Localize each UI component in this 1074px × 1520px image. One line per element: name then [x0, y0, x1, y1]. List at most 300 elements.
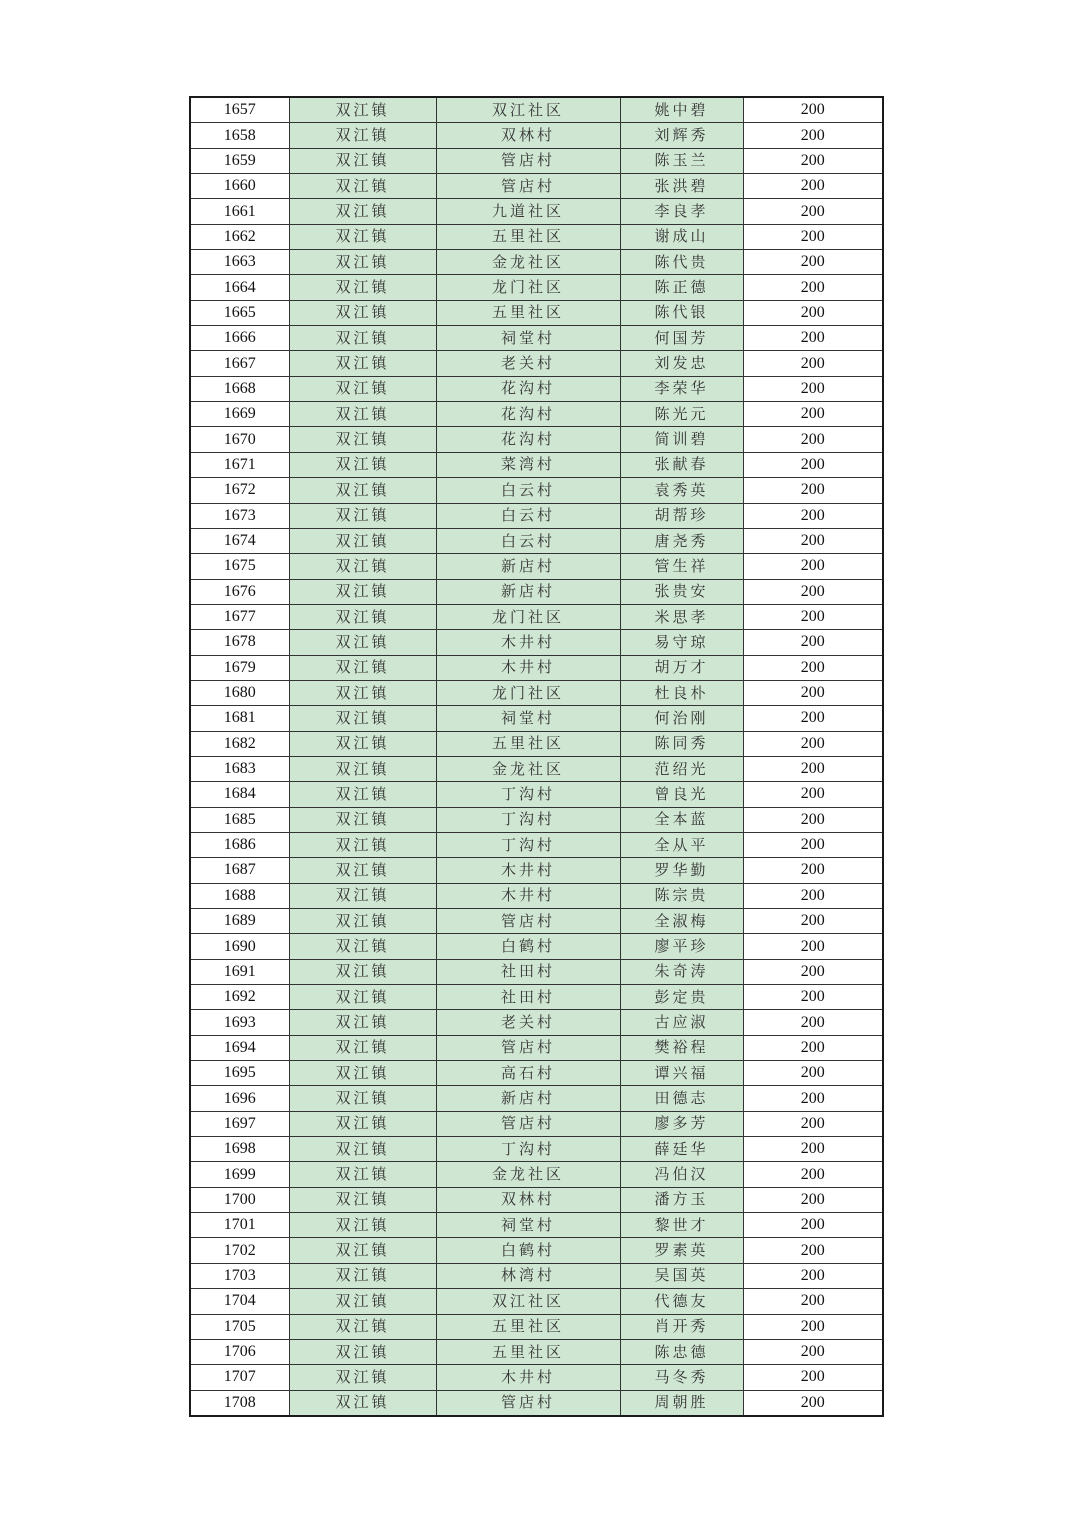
person-name-cell: 米思孝: [620, 604, 743, 629]
row-number-cell: 1681: [190, 706, 289, 731]
row-number-cell: 1675: [190, 554, 289, 579]
town-cell: 双江镇: [289, 250, 436, 275]
village-cell: 社田村: [436, 985, 620, 1010]
row-number-cell: 1698: [190, 1137, 289, 1162]
town-cell: 双江镇: [289, 1238, 436, 1263]
village-cell: 九道社区: [436, 199, 620, 224]
person-name-cell: 周朝胜: [620, 1390, 743, 1416]
table-row: [190, 1086, 883, 1111]
amount-cell: 200: [743, 1289, 883, 1314]
amount-cell: 200: [743, 503, 883, 528]
town-cell: 双江镇: [289, 731, 436, 756]
village-cell: 金龙社区: [436, 250, 620, 275]
town-cell: 双江镇: [289, 326, 436, 351]
person-name-cell: 陈宗贵: [620, 883, 743, 908]
table-row: [190, 680, 883, 705]
row-number-cell: 1672: [190, 478, 289, 503]
village-cell: 白云村: [436, 503, 620, 528]
table-row: [190, 1213, 883, 1238]
row-number-cell: 1660: [190, 174, 289, 199]
town-cell: 双江镇: [289, 1314, 436, 1339]
town-cell: 双江镇: [289, 1010, 436, 1035]
table-row: [190, 782, 883, 807]
table-row: [190, 478, 883, 503]
table-body: [190, 97, 883, 1416]
village-cell: 管店村: [436, 174, 620, 199]
town-cell: 双江镇: [289, 909, 436, 934]
row-number-cell: 1686: [190, 832, 289, 857]
village-cell: 木井村: [436, 655, 620, 680]
table-row: [190, 224, 883, 249]
table-row: [190, 503, 883, 528]
village-cell: 林湾村: [436, 1263, 620, 1288]
town-cell: 双江镇: [289, 97, 436, 123]
village-cell: 老关村: [436, 1010, 620, 1035]
table-row: [190, 579, 883, 604]
row-number-cell: 1676: [190, 579, 289, 604]
row-number-cell: 1685: [190, 807, 289, 832]
amount-cell: 200: [743, 655, 883, 680]
town-cell: 双江镇: [289, 655, 436, 680]
amount-cell: 200: [743, 1111, 883, 1136]
town-cell: 双江镇: [289, 1035, 436, 1060]
row-number-cell: 1691: [190, 959, 289, 984]
person-name-cell: 古应淑: [620, 1010, 743, 1035]
village-cell: 祠堂村: [436, 326, 620, 351]
town-cell: 双江镇: [289, 402, 436, 427]
person-name-cell: 谢成山: [620, 224, 743, 249]
town-cell: 双江镇: [289, 959, 436, 984]
amount-cell: 200: [743, 174, 883, 199]
village-cell: 新店村: [436, 579, 620, 604]
row-number-cell: 1661: [190, 199, 289, 224]
table-row: [190, 148, 883, 173]
village-cell: 五里社区: [436, 300, 620, 325]
town-cell: 双江镇: [289, 756, 436, 781]
table-row: [190, 1137, 883, 1162]
table-row: [190, 300, 883, 325]
village-cell: 管店村: [436, 148, 620, 173]
village-cell: 五里社区: [436, 1339, 620, 1364]
town-cell: 双江镇: [289, 478, 436, 503]
village-cell: 老关村: [436, 351, 620, 376]
table-row: [190, 832, 883, 857]
amount-cell: 200: [743, 351, 883, 376]
amount-cell: 200: [743, 1010, 883, 1035]
amount-cell: 200: [743, 452, 883, 477]
table-row: [190, 706, 883, 731]
row-number-cell: 1689: [190, 909, 289, 934]
town-cell: 双江镇: [289, 376, 436, 401]
table-row: [190, 1035, 883, 1060]
amount-cell: 200: [743, 934, 883, 959]
person-name-cell: 马冬秀: [620, 1365, 743, 1390]
row-number-cell: 1697: [190, 1111, 289, 1136]
row-number-cell: 1680: [190, 680, 289, 705]
row-number-cell: 1692: [190, 985, 289, 1010]
person-name-cell: 罗华勤: [620, 858, 743, 883]
town-cell: 双江镇: [289, 351, 436, 376]
village-cell: 双江社区: [436, 97, 620, 123]
person-name-cell: 朱奇涛: [620, 959, 743, 984]
table-row: [190, 123, 883, 148]
village-cell: 菜湾村: [436, 452, 620, 477]
town-cell: 双江镇: [289, 452, 436, 477]
person-name-cell: 谭兴福: [620, 1061, 743, 1086]
row-number-cell: 1671: [190, 452, 289, 477]
table-row: [190, 275, 883, 300]
village-cell: 龙门社区: [436, 275, 620, 300]
person-name-cell: 吴国英: [620, 1263, 743, 1288]
row-number-cell: 1674: [190, 528, 289, 553]
amount-cell: 200: [743, 1238, 883, 1263]
person-name-cell: 陈同秀: [620, 731, 743, 756]
table-row: [190, 97, 883, 123]
amount-cell: 200: [743, 1314, 883, 1339]
amount-cell: 200: [743, 1213, 883, 1238]
table-row: [190, 199, 883, 224]
town-cell: 双江镇: [289, 427, 436, 452]
town-cell: 双江镇: [289, 1365, 436, 1390]
row-number-cell: 1679: [190, 655, 289, 680]
village-cell: 木井村: [436, 858, 620, 883]
village-cell: 双林村: [436, 123, 620, 148]
town-cell: 双江镇: [289, 554, 436, 579]
amount-cell: 200: [743, 1365, 883, 1390]
amount-cell: 200: [743, 300, 883, 325]
amount-cell: 200: [743, 756, 883, 781]
table-row: [190, 883, 883, 908]
amount-cell: 200: [743, 883, 883, 908]
village-cell: 双江社区: [436, 1289, 620, 1314]
person-name-cell: 李良孝: [620, 199, 743, 224]
subsidy-table: [189, 96, 884, 1417]
table-row: [190, 1111, 883, 1136]
amount-cell: 200: [743, 1390, 883, 1416]
row-number-cell: 1667: [190, 351, 289, 376]
table-row: [190, 528, 883, 553]
amount-cell: 200: [743, 706, 883, 731]
town-cell: 双江镇: [289, 275, 436, 300]
person-name-cell: 薛廷华: [620, 1137, 743, 1162]
town-cell: 双江镇: [289, 985, 436, 1010]
amount-cell: 200: [743, 1187, 883, 1212]
amount-cell: 200: [743, 579, 883, 604]
person-name-cell: 陈代银: [620, 300, 743, 325]
table-row: [190, 756, 883, 781]
village-cell: 白鹤村: [436, 934, 620, 959]
town-cell: 双江镇: [289, 1390, 436, 1416]
town-cell: 双江镇: [289, 1086, 436, 1111]
person-name-cell: 樊裕程: [620, 1035, 743, 1060]
amount-cell: 200: [743, 782, 883, 807]
person-name-cell: 全淑梅: [620, 909, 743, 934]
town-cell: 双江镇: [289, 148, 436, 173]
row-number-cell: 1670: [190, 427, 289, 452]
village-cell: 白鹤村: [436, 1238, 620, 1263]
amount-cell: 200: [743, 554, 883, 579]
amount-cell: 200: [743, 985, 883, 1010]
village-cell: 祠堂村: [436, 706, 620, 731]
amount-cell: 200: [743, 731, 883, 756]
person-name-cell: 姚中碧: [620, 97, 743, 123]
town-cell: 双江镇: [289, 680, 436, 705]
table-row: [190, 1187, 883, 1212]
town-cell: 双江镇: [289, 1061, 436, 1086]
town-cell: 双江镇: [289, 858, 436, 883]
village-cell: 社田村: [436, 959, 620, 984]
village-cell: 花沟村: [436, 376, 620, 401]
amount-cell: 200: [743, 199, 883, 224]
town-cell: 双江镇: [289, 1187, 436, 1212]
row-number-cell: 1659: [190, 148, 289, 173]
village-cell: 管店村: [436, 1035, 620, 1060]
row-number-cell: 1704: [190, 1289, 289, 1314]
amount-cell: 200: [743, 604, 883, 629]
row-number-cell: 1669: [190, 402, 289, 427]
table-row: [190, 959, 883, 984]
town-cell: 双江镇: [289, 123, 436, 148]
table-row: [190, 934, 883, 959]
row-number-cell: 1702: [190, 1238, 289, 1263]
town-cell: 双江镇: [289, 782, 436, 807]
village-cell: 高石村: [436, 1061, 620, 1086]
person-name-cell: 张洪碧: [620, 174, 743, 199]
village-cell: 龙门社区: [436, 680, 620, 705]
village-cell: 木井村: [436, 1365, 620, 1390]
row-number-cell: 1708: [190, 1390, 289, 1416]
person-name-cell: 彭定贵: [620, 985, 743, 1010]
table-row: [190, 351, 883, 376]
village-cell: 白云村: [436, 528, 620, 553]
table-row: [190, 1162, 883, 1187]
town-cell: 双江镇: [289, 199, 436, 224]
table-row: [190, 807, 883, 832]
row-number-cell: 1678: [190, 630, 289, 655]
row-number-cell: 1687: [190, 858, 289, 883]
town-cell: 双江镇: [289, 604, 436, 629]
village-cell: 白云村: [436, 478, 620, 503]
village-cell: 龙门社区: [436, 604, 620, 629]
village-cell: 丁沟村: [436, 782, 620, 807]
town-cell: 双江镇: [289, 1137, 436, 1162]
village-cell: 丁沟村: [436, 832, 620, 857]
amount-cell: 200: [743, 1086, 883, 1111]
person-name-cell: 冯伯汉: [620, 1162, 743, 1187]
row-number-cell: 1695: [190, 1061, 289, 1086]
town-cell: 双江镇: [289, 807, 436, 832]
table-row: [190, 655, 883, 680]
village-cell: 木井村: [436, 630, 620, 655]
town-cell: 双江镇: [289, 883, 436, 908]
village-cell: 管店村: [436, 1111, 620, 1136]
town-cell: 双江镇: [289, 1289, 436, 1314]
person-name-cell: 易守琼: [620, 630, 743, 655]
table-row: [190, 1390, 883, 1416]
table-row: [190, 250, 883, 275]
person-name-cell: 胡帮珍: [620, 503, 743, 528]
table-row: [190, 1289, 883, 1314]
table-row: [190, 427, 883, 452]
row-number-cell: 1666: [190, 326, 289, 351]
person-name-cell: 全本蓝: [620, 807, 743, 832]
village-cell: 花沟村: [436, 402, 620, 427]
person-name-cell: 何国芳: [620, 326, 743, 351]
table-row: [190, 858, 883, 883]
row-number-cell: 1694: [190, 1035, 289, 1060]
amount-cell: 200: [743, 376, 883, 401]
row-number-cell: 1662: [190, 224, 289, 249]
table-row: [190, 376, 883, 401]
amount-cell: 200: [743, 1263, 883, 1288]
person-name-cell: 黎世才: [620, 1213, 743, 1238]
town-cell: 双江镇: [289, 224, 436, 249]
village-cell: 新店村: [436, 554, 620, 579]
amount-cell: 200: [743, 1339, 883, 1364]
amount-cell: 200: [743, 630, 883, 655]
table-row: [190, 630, 883, 655]
row-number-cell: 1696: [190, 1086, 289, 1111]
table-row: [190, 1010, 883, 1035]
person-name-cell: 李荣华: [620, 376, 743, 401]
amount-cell: 200: [743, 123, 883, 148]
person-name-cell: 罗素英: [620, 1238, 743, 1263]
town-cell: 双江镇: [289, 528, 436, 553]
person-name-cell: 陈光元: [620, 402, 743, 427]
town-cell: 双江镇: [289, 832, 436, 857]
row-number-cell: 1664: [190, 275, 289, 300]
person-name-cell: 肖开秀: [620, 1314, 743, 1339]
row-number-cell: 1657: [190, 97, 289, 123]
amount-cell: 200: [743, 275, 883, 300]
village-cell: 木井村: [436, 883, 620, 908]
row-number-cell: 1677: [190, 604, 289, 629]
table-row: [190, 985, 883, 1010]
village-cell: 丁沟村: [436, 807, 620, 832]
amount-cell: 200: [743, 909, 883, 934]
amount-cell: 200: [743, 427, 883, 452]
table-row: [190, 174, 883, 199]
amount-cell: 200: [743, 402, 883, 427]
town-cell: 双江镇: [289, 503, 436, 528]
person-name-cell: 管生祥: [620, 554, 743, 579]
person-name-cell: 陈正德: [620, 275, 743, 300]
village-cell: 祠堂村: [436, 1213, 620, 1238]
village-cell: 双林村: [436, 1187, 620, 1212]
row-number-cell: 1706: [190, 1339, 289, 1364]
row-number-cell: 1703: [190, 1263, 289, 1288]
person-name-cell: 简训碧: [620, 427, 743, 452]
row-number-cell: 1705: [190, 1314, 289, 1339]
person-name-cell: 张献春: [620, 452, 743, 477]
row-number-cell: 1663: [190, 250, 289, 275]
amount-cell: 200: [743, 858, 883, 883]
person-name-cell: 陈代贵: [620, 250, 743, 275]
amount-cell: 200: [743, 97, 883, 123]
village-cell: 五里社区: [436, 731, 620, 756]
row-number-cell: 1673: [190, 503, 289, 528]
town-cell: 双江镇: [289, 1339, 436, 1364]
amount-cell: 200: [743, 478, 883, 503]
village-cell: 五里社区: [436, 1314, 620, 1339]
table-row: [190, 1238, 883, 1263]
row-number-cell: 1707: [190, 1365, 289, 1390]
person-name-cell: 代德友: [620, 1289, 743, 1314]
amount-cell: 200: [743, 1061, 883, 1086]
row-number-cell: 1665: [190, 300, 289, 325]
person-name-cell: 田德志: [620, 1086, 743, 1111]
person-name-cell: 杜良朴: [620, 680, 743, 705]
table-row: [190, 1314, 883, 1339]
table-row: [190, 402, 883, 427]
person-name-cell: 袁秀英: [620, 478, 743, 503]
person-name-cell: 范绍光: [620, 756, 743, 781]
person-name-cell: 陈忠德: [620, 1339, 743, 1364]
village-cell: 花沟村: [436, 427, 620, 452]
amount-cell: 200: [743, 224, 883, 249]
row-number-cell: 1683: [190, 756, 289, 781]
amount-cell: 200: [743, 1137, 883, 1162]
village-cell: 管店村: [436, 1390, 620, 1416]
town-cell: 双江镇: [289, 1111, 436, 1136]
amount-cell: 200: [743, 680, 883, 705]
amount-cell: 200: [743, 1162, 883, 1187]
town-cell: 双江镇: [289, 174, 436, 199]
table-row: [190, 1339, 883, 1364]
amount-cell: 200: [743, 148, 883, 173]
town-cell: 双江镇: [289, 1213, 436, 1238]
subsidy-table-container: [189, 96, 884, 1417]
town-cell: 双江镇: [289, 630, 436, 655]
row-number-cell: 1668: [190, 376, 289, 401]
table-row: [190, 731, 883, 756]
row-number-cell: 1700: [190, 1187, 289, 1212]
town-cell: 双江镇: [289, 300, 436, 325]
person-name-cell: 廖多芳: [620, 1111, 743, 1136]
table-row: [190, 326, 883, 351]
person-name-cell: 刘辉秀: [620, 123, 743, 148]
amount-cell: 200: [743, 1035, 883, 1060]
town-cell: 双江镇: [289, 579, 436, 604]
town-cell: 双江镇: [289, 934, 436, 959]
village-cell: 金龙社区: [436, 1162, 620, 1187]
village-cell: 金龙社区: [436, 756, 620, 781]
amount-cell: 200: [743, 807, 883, 832]
table-row: [190, 452, 883, 477]
village-cell: 丁沟村: [436, 1137, 620, 1162]
amount-cell: 200: [743, 959, 883, 984]
table-row: [190, 604, 883, 629]
person-name-cell: 何治刚: [620, 706, 743, 731]
town-cell: 双江镇: [289, 1162, 436, 1187]
row-number-cell: 1684: [190, 782, 289, 807]
village-cell: 五里社区: [436, 224, 620, 249]
row-number-cell: 1701: [190, 1213, 289, 1238]
table-row: [190, 554, 883, 579]
table-row: [190, 1061, 883, 1086]
person-name-cell: 胡万才: [620, 655, 743, 680]
row-number-cell: 1658: [190, 123, 289, 148]
person-name-cell: 全从平: [620, 832, 743, 857]
person-name-cell: 张贵安: [620, 579, 743, 604]
village-cell: 新店村: [436, 1086, 620, 1111]
person-name-cell: 陈玉兰: [620, 148, 743, 173]
amount-cell: 200: [743, 250, 883, 275]
village-cell: 管店村: [436, 909, 620, 934]
person-name-cell: 刘发忠: [620, 351, 743, 376]
table-row: [190, 1263, 883, 1288]
row-number-cell: 1682: [190, 731, 289, 756]
